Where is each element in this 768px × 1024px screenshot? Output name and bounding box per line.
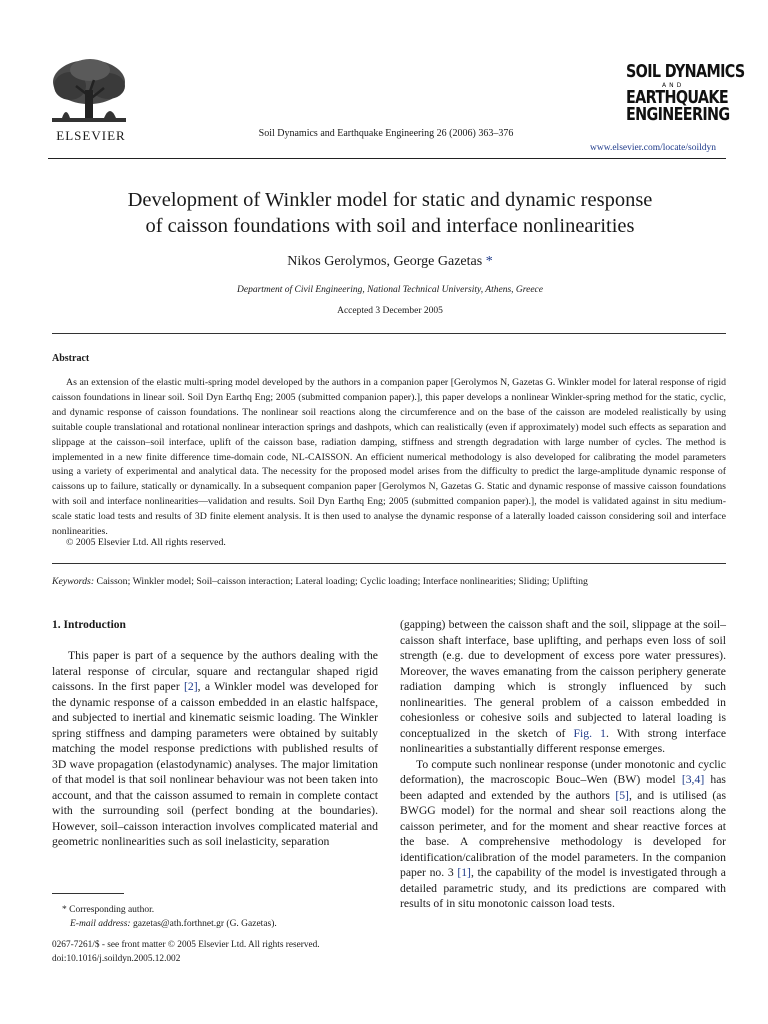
reference-link-5[interactable]: [5]: [615, 788, 629, 802]
abstract-top-rule: [52, 333, 726, 334]
abstract-body: As an extension of the elastic multi-spring model developed by the authors in a companion paper [Gerolymos N, Gazetas G. Winkler model for lateral response of rigid caisson foundations in linear soil. Soil Dyn Earthq Eng; 2005 (submitted companion paper).], this paper develops a nonlinear Winkler-spring method for the static, cyclic, and dynamic response of caisson foundations. The nonlinear soil reactions along the circumference and on the base of the caisson are modeled realistically by using suitable couple translational and rotational nonlinear interaction springs and dashpots, which can realistically (even if approximately) model such effects as separation and slippage at the caisson–soil interface, uplift of the caisson base, radiation damping, stiffness and strength degradation with large number of cycles. The method is implemented in a new finite difference time-domain code, NL-CAISSON. An efficient numerical methodology is also developed for calibrating the model parameters using a variety of experimental and analytical data. The necessity for the proposed model arises from the difficulty to predict the large-amplitude dynamic response of caissons up to failure, statically or dynamically. In a subsequent companion paper [Gerolymos N, Gazetas G. Static and dynamic response of massive caisson foundations with soil and interface nonlinearities—validation and results. Soil Dyn Earthq Eng; 2005 (submitted companion paper).], the model is validated against in situ medium-scale static load tests and results of 3D finite element analysis. It is then used to analyse the dynamic response of a laterally loaded caisson considering soil and interface nonlinearities.: [52, 377, 726, 538]
figure-1-link[interactable]: Fig. 1: [573, 726, 607, 740]
keywords: [52, 576, 726, 587]
doi-line[interactable]: doi:10.1016/j.soildyn.2005.12.002: [52, 954, 181, 964]
journal-logo: [626, 62, 745, 125]
intro-text: , a Winkler model was developed for the dynamic response of a caisson embedded in an elastic halfspace, and subjected to inertial and kinematic seismic loading. The Winkler spring stiffness and damping parameters were obtained by suitably matching the model response predictions with published results of 3D wave propagation (elastodynamic) analyses. The major limitation of that model is that soil nonlinear behaviour was not been taken into account, and that the caisson assumed to remain in complete contact with the surrounding soil (perfect bonding at the boundaries). However, soil–caisson interaction involves complicated material and geometric nonlinearities such as soil inelasticity, separation: [52, 680, 378, 848]
title-line-1: Development of Winkler model for static and dynamic response: [127, 189, 653, 211]
author-list: [60, 254, 720, 270]
footnote-corresponding-author: * Corresponding author.: [62, 905, 155, 915]
abstract-heading: Abstract: [52, 353, 90, 364]
email-label: E-mail address:: [70, 919, 131, 929]
reference-link-3-4[interactable]: [3,4]: [681, 773, 705, 786]
keywords-text: Caisson; Winkler model; Soil–caisson interaction; Lateral loading; Cyclic loading; Interface nonlinearities; Sliding; Uplifting: [94, 576, 588, 587]
email-address[interactable]: gazetas@ath.forthnet.gr (G. Gazetas).: [130, 919, 277, 929]
journal-logo-line2: EARTHQUAKE: [626, 87, 729, 108]
intro-text: , and is utilised (as BWGG model) for the normal and shear soil reactions along the caisson perimeter, and for the moment and shear reactive forces at the base. A comprehensive methodology is developed for identification/calibration of the model parameters. In the companion paper no. 3: [400, 788, 726, 879]
article-title: [60, 187, 720, 239]
author-names: Nikos Gerolymos, George Gazetas: [287, 254, 483, 269]
section-heading-introduction: 1. Introduction: [52, 619, 126, 631]
intro-paragraph-1-continued: [400, 617, 726, 757]
intro-paragraph-2: [400, 757, 726, 912]
intro-text: has been adapted and extended by the authors: [400, 773, 726, 802]
keywords-label: Keywords:: [52, 576, 95, 587]
corresponding-author-mark[interactable]: *: [485, 254, 493, 269]
intro-text: This paper is part of a sequence by the authors dealing with the lateral response of circular, square and rectangular shaped rigid caissons. In the first paper: [52, 649, 378, 693]
intro-right-column: [400, 617, 726, 912]
footnote-email: [70, 919, 277, 929]
issn-line: 0267-7261/$ - see front matter © 2005 Elsevier Ltd. All rights reserved.: [52, 940, 320, 950]
journal-url-link[interactable]: www.elsevier.com/locate/soildyn: [590, 143, 717, 153]
abstract-bottom-rule: [52, 563, 726, 564]
journal-logo-line3: ENGINEERING: [626, 105, 730, 125]
intro-paragraph-1: [52, 648, 378, 850]
intro-text: (gapping) between the caisson shaft and the soil, slippage at the soil–caisson shaft interface, base uplifting, and perhaps even loss of soil strength (e.g. due to development of excess pore water pressures). Moreover, the waves emanating from the caisson periphery generate radiation damping which is strongly influenced by such nonlinearities. The general problem of a caisson embedded in cohesionless or cohesive soils and subjected to lateral loading is conceptualized in the sketch of: [400, 618, 726, 740]
intro-text: . With strong interface nonlinearities a substantially different response emerges.: [400, 726, 727, 755]
journal-logo-line1: SOIL DYNAMICS: [626, 62, 745, 82]
publisher-name: ELSEVIER: [56, 128, 126, 143]
abstract-copyright: © 2005 Elsevier Ltd. All rights reserved.: [66, 537, 226, 548]
title-line-2: of caisson foundations with soil and interface nonlinearities: [145, 215, 635, 237]
accepted-date: Accepted 3 December 2005: [337, 306, 443, 316]
reference-link-1[interactable]: [1]: [457, 866, 471, 879]
intro-text: , the capability of the model is investigated through a detailed parametric study, and its predictions are compared with results of in situ monotonic caisson load tests.: [400, 866, 726, 910]
footnote-rule: [52, 893, 124, 894]
affiliation: Department of Civil Engineering, National Technical University, Athens, Greece: [237, 285, 543, 295]
intro-text: To compute such nonlinear response (under monotonic and cyclic deformation), the macroscopic Bouc–Wen (BW) model: [400, 757, 726, 786]
journal-citation: Soil Dynamics and Earthquake Engineering 26 (2006) 363–376: [258, 128, 514, 139]
reference-link-2[interactable]: [2]: [184, 680, 198, 693]
header-rule: [48, 158, 726, 159]
journal-logo-and: AND: [662, 81, 685, 89]
